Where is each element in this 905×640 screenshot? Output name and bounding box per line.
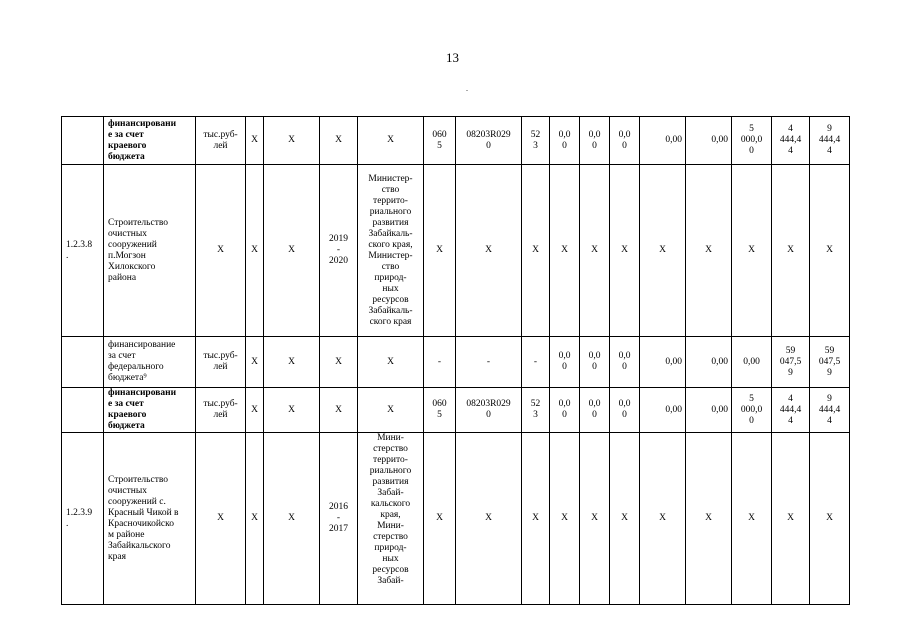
cell-v3: 0,0 0 (610, 337, 640, 388)
cell-v1: X (550, 165, 580, 337)
cell-code1: - (424, 337, 456, 388)
cell-code1: X (424, 165, 456, 337)
cell-period: X (320, 337, 358, 388)
cell-period: X (320, 117, 358, 165)
cell-c1: X (246, 337, 264, 388)
cell-v4: X (640, 433, 686, 605)
cell-code3: X (522, 165, 550, 337)
cell-v8: 9 444,4 4 (810, 388, 850, 433)
cell-name: финансировани е за счет краевого бюджета (104, 388, 196, 433)
cell-id (62, 117, 104, 165)
cell-v2: 0,0 0 (580, 388, 610, 433)
cell-c1: X (246, 433, 264, 605)
cell-v7: X (772, 165, 810, 337)
cell-v4: X (640, 165, 686, 337)
cell-unit: тыс.руб- лей (196, 117, 246, 165)
cell-c2: X (264, 165, 320, 337)
cell-v2: 0,0 0 (580, 117, 610, 165)
cell-code3: - (522, 337, 550, 388)
table-row (62, 117, 850, 165)
cell-id (62, 337, 104, 388)
cell-v7: X (772, 433, 810, 605)
cell-v7: 4 444,4 4 (772, 388, 810, 433)
cell-v1: 0,0 0 (550, 388, 580, 433)
cell-v8: 9 444,4 4 (810, 117, 850, 165)
cell-v5: 0,00 (686, 337, 732, 388)
table-row (62, 165, 850, 337)
cell-executor: X (358, 388, 424, 433)
cell-v6: X (732, 165, 772, 337)
cell-v3: 0,0 0 (610, 117, 640, 165)
cell-v7: 59 047,5 9 (772, 337, 810, 388)
cell-v1: 0,0 0 (550, 337, 580, 388)
cell-code2: 08203R029 0 (456, 388, 522, 433)
cell-id: 1.2.3.8 . (62, 165, 104, 337)
cell-name: Строительство очистных сооружений п.Могзон Хилокского района (104, 165, 196, 337)
cell-code2: - (456, 337, 522, 388)
cell-code1: X (424, 433, 456, 605)
cell-unit: X (196, 433, 246, 605)
cell-code1: 060 5 (424, 117, 456, 165)
cell-v2: X (580, 433, 610, 605)
cell-v6: X (732, 433, 772, 605)
cell-v7: 4 444,4 4 (772, 117, 810, 165)
program-table (61, 116, 850, 605)
cell-name: финансирование за счет федерального бюджета⁹ (104, 337, 196, 388)
cell-v2: 0,0 0 (580, 337, 610, 388)
cell-executor: Министер- ство террито- риального развития Забайкаль- ского края, Министер- ство природ- ных ресурсов Забайкаль- ского края (358, 165, 424, 337)
cell-v4: 0,00 (640, 388, 686, 433)
cell-c2: X (264, 337, 320, 388)
cell-v6: 5 000,0 0 (732, 388, 772, 433)
cell-id (62, 388, 104, 433)
cell-v8: 59 047,5 9 (810, 337, 850, 388)
cell-c2: X (264, 117, 320, 165)
cell-unit: тыс.руб- лей (196, 388, 246, 433)
cell-v3: X (610, 433, 640, 605)
cell-v5: 0,00 (686, 388, 732, 433)
cell-period: 2019 - 2020 (320, 165, 358, 337)
cell-v2: X (580, 165, 610, 337)
cell-unit: тыс.руб- лей (196, 337, 246, 388)
cell-v4: 0,00 (640, 117, 686, 165)
cell-v5: X (686, 165, 732, 337)
cell-name: Строительство очистных сооружений с. Красный Чикой в Красночикойско м районе Забайкальского края (104, 433, 196, 605)
cell-c1: X (246, 165, 264, 337)
cell-c2: X (264, 388, 320, 433)
cell-c1: X (246, 388, 264, 433)
cell-code3: 52 3 (522, 388, 550, 433)
table-row (62, 337, 850, 388)
cell-code1: 060 5 (424, 388, 456, 433)
cell-v8: X (810, 433, 850, 605)
cell-code2: X (456, 433, 522, 605)
cell-code2: X (456, 165, 522, 337)
table-row (62, 388, 850, 433)
cell-code3: 52 3 (522, 117, 550, 165)
cell-period: X (320, 388, 358, 433)
cell-code3: X (522, 433, 550, 605)
cell-v3: X (610, 165, 640, 337)
cell-v1: X (550, 433, 580, 605)
cell-v3: 0,0 0 (610, 388, 640, 433)
cell-v8: X (810, 165, 850, 337)
cell-unit: X (196, 165, 246, 337)
cell-v6: 0,00 (732, 337, 772, 388)
cell-c2: X (264, 433, 320, 605)
cell-period: 2016 - 2017 (320, 433, 358, 605)
cell-id: 1.2.3.9 . (62, 433, 104, 605)
scan-speck (466, 90, 468, 91)
cell-c1: X (246, 117, 264, 165)
page-number: 13 (446, 50, 459, 65)
table-row (62, 433, 850, 605)
cell-v6: 5 000,0 0 (732, 117, 772, 165)
cell-v5: 0,00 (686, 117, 732, 165)
cell-name: финансировани е за счет краевого бюджета (104, 117, 196, 165)
cell-executor: Мини- стерство террито- риального развития Забай- кальского края, Мини- стерство природ- ных ресурсов Забай- (358, 433, 424, 605)
cell-v1: 0,0 0 (550, 117, 580, 165)
cell-executor: X (358, 117, 424, 165)
cell-executor: X (358, 337, 424, 388)
cell-code2: 08203R029 0 (456, 117, 522, 165)
cell-v5: X (686, 433, 732, 605)
cell-v4: 0,00 (640, 337, 686, 388)
